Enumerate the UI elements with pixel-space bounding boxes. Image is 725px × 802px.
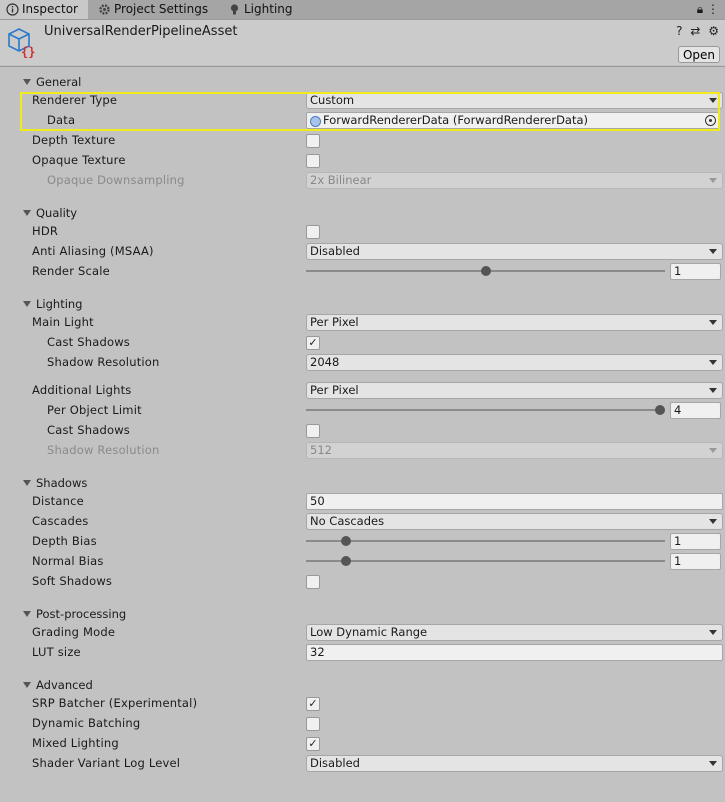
opaque-texture-checkbox[interactable]: [306, 154, 320, 168]
mixed-lighting-checkbox[interactable]: ✓: [306, 737, 320, 751]
foldout-icon: [23, 682, 31, 688]
dynamic-batching-checkbox[interactable]: [306, 717, 320, 731]
help-icon[interactable]: ?: [676, 24, 685, 38]
srp-batcher-checkbox[interactable]: ✓: [306, 697, 320, 711]
section-postprocessing[interactable]: [23, 607, 126, 621]
normal-bias-input[interactable]: 1: [670, 553, 721, 570]
opaque-downsampling-label: Opaque Downsampling: [47, 173, 185, 187]
info-icon: [6, 3, 19, 16]
svg-text:{}: {}: [21, 45, 36, 58]
grading-mode-label: Grading Mode: [32, 625, 116, 639]
asset-title: UniversalRenderPipelineAsset: [44, 24, 238, 39]
depth-bias-knob[interactable]: [341, 536, 351, 546]
msaa-dropdown[interactable]: Disabled: [306, 243, 723, 260]
main-light-dropdown[interactable]: Per Pixel: [306, 314, 723, 331]
tab-project-settings[interactable]: [92, 0, 229, 19]
settings-gear-icon[interactable]: ⚙: [708, 24, 721, 38]
additional-shadow-resolution-dropdown: 512: [306, 442, 723, 459]
section-postprocessing-label: Post-processing: [36, 607, 127, 621]
lut-size-label: LUT size: [32, 645, 81, 659]
bulb-icon: [228, 3, 241, 16]
hdr-label: HDR: [32, 224, 59, 238]
mixed-lighting-label: Mixed Lighting: [32, 736, 119, 750]
opaque-downsampling-dropdown: 2x Bilinear: [306, 172, 723, 189]
foldout-icon: [23, 210, 31, 216]
foldout-icon: [23, 480, 31, 486]
hdr-checkbox[interactable]: [306, 225, 320, 239]
tab-bar: [0, 0, 725, 20]
shadow-resolution-dropdown[interactable]: 2048: [306, 354, 723, 371]
data-label: Data: [47, 113, 76, 127]
dynamic-batching-label: Dynamic Batching: [32, 716, 141, 730]
tab-inspector-label: Inspector: [22, 2, 78, 16]
highlight-box: [20, 92, 720, 131]
per-object-limit-knob[interactable]: [655, 405, 665, 415]
soft-shadows-label: Soft Shadows: [32, 574, 113, 588]
renderer-type-label: Renderer Type: [32, 93, 118, 107]
depth-texture-checkbox[interactable]: [306, 134, 320, 148]
tab-lighting-label: Lighting: [244, 2, 293, 16]
per-object-limit-slider[interactable]: [306, 409, 665, 411]
section-general[interactable]: [23, 75, 81, 89]
main-cast-shadows-checkbox[interactable]: ✓: [306, 336, 320, 350]
grading-mode-dropdown[interactable]: Low Dynamic Range: [306, 624, 723, 641]
window-menu-icons[interactable]: [697, 2, 719, 17]
additional-lights-label: Additional Lights: [32, 383, 132, 397]
depth-bias-label: Depth Bias: [32, 534, 97, 548]
inspector-header: [0, 20, 725, 65]
opaque-texture-label: Opaque Texture: [32, 153, 126, 167]
section-lighting-label: Lighting: [36, 297, 83, 311]
distance-input[interactable]: 50: [306, 493, 723, 510]
additional-cast-shadows-label: Cast Shadows: [47, 423, 131, 437]
foldout-icon: [23, 611, 31, 617]
tab-project-settings-label: Project Settings: [114, 2, 209, 16]
section-general-label: General: [36, 75, 82, 89]
lut-size-input[interactable]: 32: [306, 644, 723, 661]
foldout-icon: [23, 79, 31, 85]
section-shadows[interactable]: [23, 476, 87, 490]
main-cast-shadows-label: Cast Shadows: [47, 335, 131, 349]
shader-variant-log-dropdown[interactable]: Disabled: [306, 755, 723, 772]
normal-bias-label: Normal Bias: [32, 554, 104, 568]
normal-bias-slider[interactable]: [306, 560, 665, 562]
msaa-label: Anti Aliasing (MSAA): [32, 244, 154, 258]
renderer-type-dropdown[interactable]: Custom: [306, 92, 723, 109]
soft-shadows-checkbox[interactable]: [306, 575, 320, 589]
renderer-data-value: ForwardRendererData (ForwardRendererData): [323, 113, 589, 127]
depth-texture-label: Depth Texture: [32, 133, 116, 147]
section-shadows-label: Shadows: [36, 476, 88, 490]
tab-inspector[interactable]: [0, 0, 88, 19]
additional-cast-shadows-checkbox[interactable]: [306, 424, 320, 438]
more-icon[interactable]: ⋮: [707, 2, 719, 16]
additional-lights-dropdown[interactable]: Per Pixel: [306, 382, 723, 399]
render-scale-knob[interactable]: [481, 266, 491, 276]
section-advanced[interactable]: [23, 678, 93, 692]
section-advanced-label: Advanced: [36, 678, 93, 692]
additional-shadow-resolution-label: Shadow Resolution: [47, 443, 160, 457]
shadow-resolution-label: Shadow Resolution: [47, 355, 160, 369]
per-object-limit-label: Per Object Limit: [47, 403, 142, 417]
distance-label: Distance: [32, 494, 84, 508]
normal-bias-knob[interactable]: [341, 556, 351, 566]
header-icons: [676, 24, 721, 38]
preset-icon[interactable]: ⇄: [690, 24, 703, 38]
main-light-label: Main Light: [32, 315, 94, 329]
open-button[interactable]: Open: [678, 46, 720, 63]
section-quality[interactable]: [23, 206, 77, 220]
srp-batcher-label: SRP Batcher (Experimental): [32, 696, 198, 710]
header-divider: [0, 66, 725, 67]
shader-variant-log-label: Shader Variant Log Level: [32, 756, 181, 770]
gear-icon: [98, 3, 111, 16]
tab-lighting[interactable]: [222, 0, 314, 19]
depth-bias-slider[interactable]: [306, 540, 665, 542]
foldout-icon: [23, 301, 31, 307]
render-pipeline-asset-icon: [6, 26, 38, 58]
section-quality-label: Quality: [36, 206, 78, 220]
cascades-dropdown[interactable]: No Cascades: [306, 513, 723, 530]
depth-bias-input[interactable]: 1: [670, 533, 721, 550]
lock-icon[interactable]: 🔒︎: [696, 2, 704, 16]
section-lighting[interactable]: [23, 297, 82, 311]
render-scale-label: Render Scale: [32, 264, 110, 278]
cascades-label: Cascades: [32, 514, 89, 528]
per-object-limit-input[interactable]: 4: [670, 402, 721, 419]
render-scale-input[interactable]: 1: [670, 263, 721, 280]
